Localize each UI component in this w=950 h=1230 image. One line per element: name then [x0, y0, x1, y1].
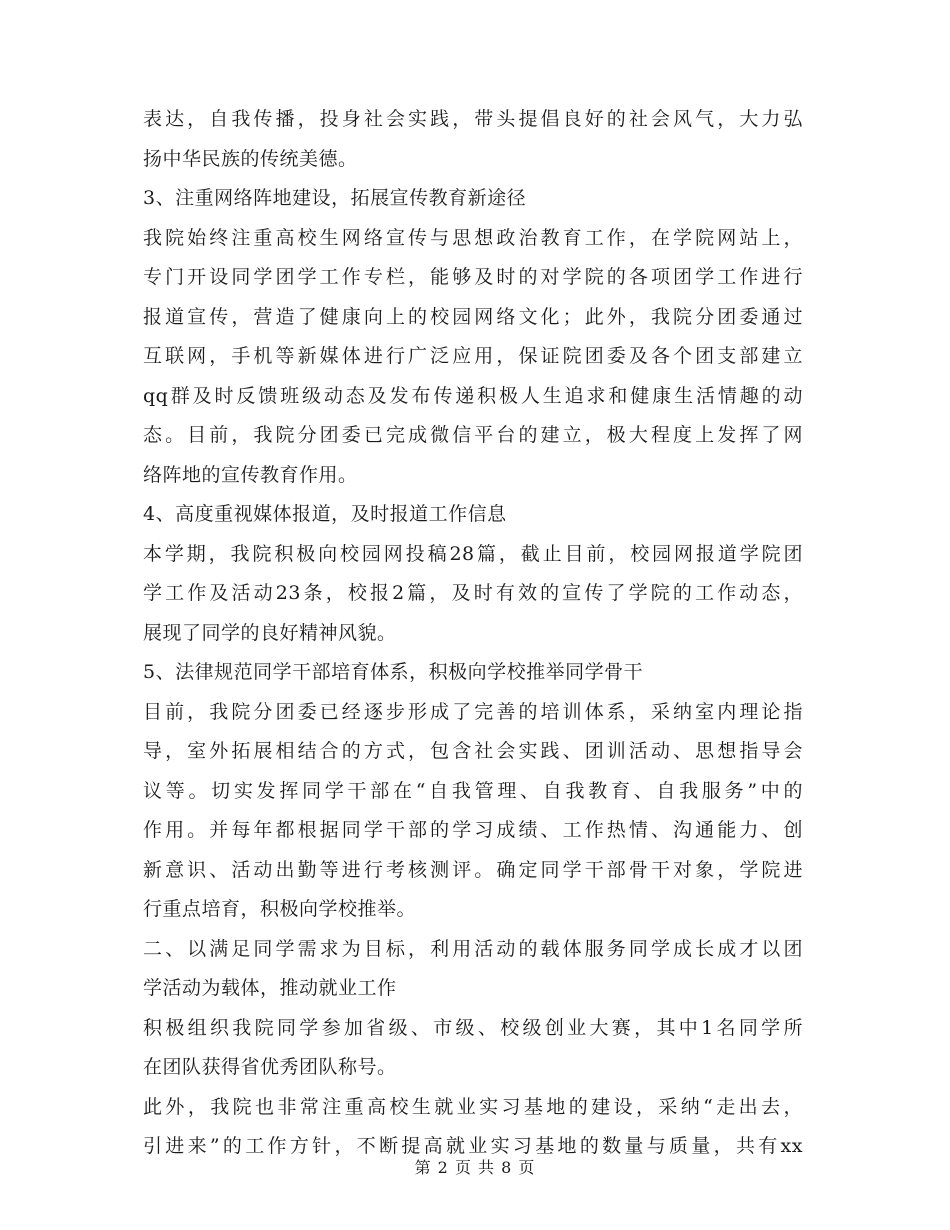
text-line: 本学期，我院积极向校园网投稿28篇，截止目前，校园网报道学院团 — [143, 542, 803, 565]
text-line: 积极组织我院同学参加省级、市级、校级创业大赛，其中1名同学所 — [143, 1016, 803, 1039]
text-line: 行重点培育，积极向学校推举。 — [143, 898, 417, 920]
text-line: 展现了同学的良好精神风貌。 — [143, 621, 397, 644]
text-line: 4、高度重视媒体报道，及时报道工作信息 — [143, 503, 507, 525]
text-line: 互联网，手机等新媒体进行广泛应用，保证院团委及各个团支部建立 — [143, 345, 803, 367]
text-line: 议等。切实发挥同学干部在“自我管理、自我教育、自我服务”中的 — [143, 779, 803, 802]
text-line: 学活动为载体，推动就业工作 — [143, 977, 397, 999]
text-line: 专门开设同学团学工作专栏，能够及时的对学院的各项团学工作进行 — [143, 266, 803, 288]
text-line: 络阵地的宣传教育作用。 — [143, 463, 358, 486]
text-line: 在团队获得省优秀团队称号。 — [143, 1056, 397, 1078]
text-line: 表达，自我传播，投身社会实践，带头提倡良好的社会风气，大力弘 — [143, 108, 803, 130]
text-line: 二、以满足同学需求为目标，利用活动的载体服务同学成长成才以团 — [143, 937, 803, 960]
text-line: 态。目前，我院分团委已完成微信平台的建立，极大程度上发挥了网 — [143, 424, 803, 446]
text-line: 扬中华民族的传统美德。 — [143, 147, 358, 170]
text-line: qq群及时反馈班级动态及发布传递积极人生追求和健康生活情趣的动 — [143, 384, 803, 407]
text-line: 导，室外拓展相结合的方式，包含社会实践、团训活动、思想指导会 — [143, 740, 803, 762]
text-line: 我院始终注重高校生网络宣传与思想政治教育工作，在学院网站上， — [143, 226, 803, 249]
text-line: 作用。并每年都根据同学干部的学习成绩、工作热情、沟通能力、创 — [143, 819, 803, 841]
text-line: 3、注重网络阵地建设，拓展宣传教育新途径 — [143, 187, 527, 209]
text-line: 学工作及活动23条，校报2篇，及时有效的宣传了学院的工作动态， — [143, 582, 803, 604]
text-line: 引进来”的工作方针，不断提高就业实习基地的数量与质量，共有xx — [143, 1135, 803, 1157]
page-number-footer: 第 2 页 共 8 页 — [414, 1158, 536, 1177]
text-line: 新意识、活动出勤等进行考核测评。确定同学干部骨干对象，学院进 — [143, 858, 803, 881]
document-body — [143, 100, 803, 1167]
text-line: 此外，我院也非常注重高校生就业实习基地的建设，采纳“走出去， — [143, 1095, 803, 1118]
text-line: 报道宣传，营造了健康向上的校园网络文化；此外，我院分团委通过 — [143, 305, 803, 328]
text-line: 5、法律规范同学干部培育体系，积极向学校推举同学骨干 — [143, 661, 644, 683]
text-line: 目前，我院分团委已经逐步形成了完善的培训体系，采纳室内理论指 — [143, 700, 803, 723]
